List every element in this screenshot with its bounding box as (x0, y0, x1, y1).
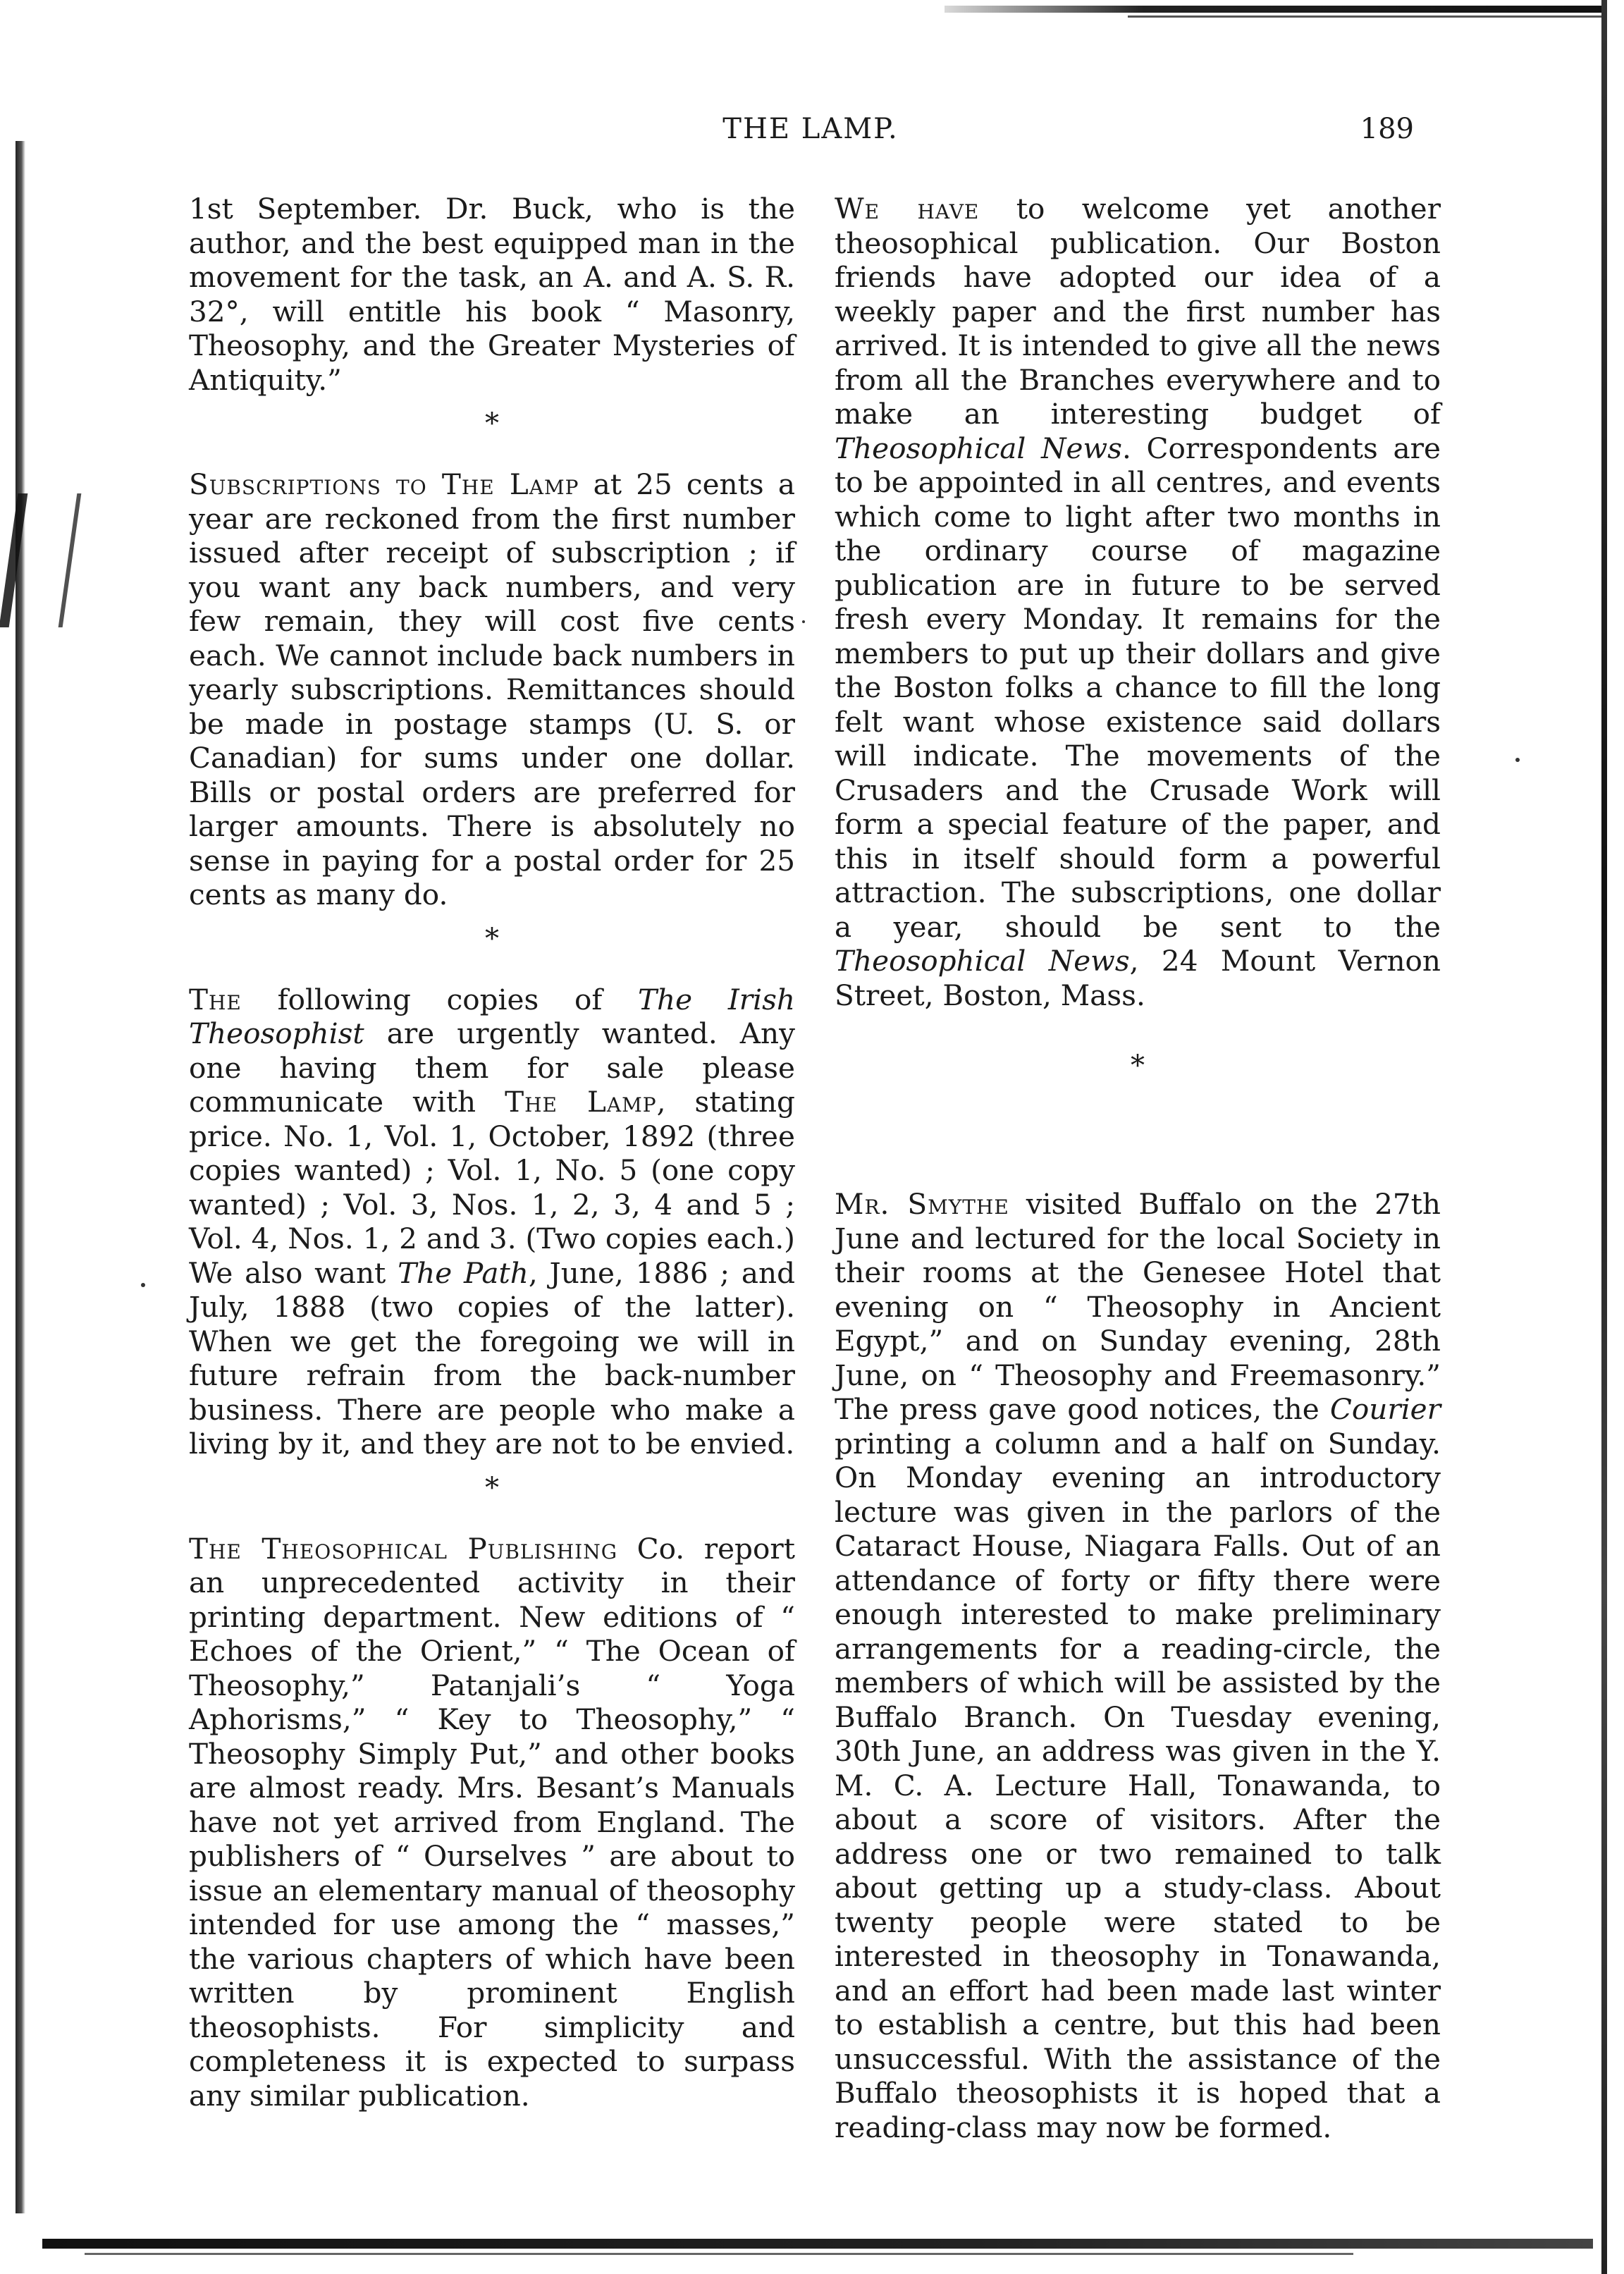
paragraph-irish-theosophist (189, 983, 795, 1461)
paragraph-lead-in: Subscriptions to The Lamp (189, 467, 579, 501)
paragraph-mr-smythe (835, 1187, 1441, 2144)
scan-speck (1515, 758, 1520, 762)
bottom-rule-thin (85, 2253, 1353, 2255)
top-rule (945, 6, 1607, 13)
paragraph-lead-in: The Theosophical Publishing (189, 1531, 618, 1566)
top-rule-thin (1128, 16, 1607, 18)
section-separator: * (485, 922, 499, 955)
right-column (835, 192, 1441, 2144)
periodical-title: The Path (398, 1255, 529, 1290)
paragraph-text: are urgently wanted. Any one having them for sale please communicate with (189, 1016, 795, 1119)
paragraph-text: Co. report an unprecedented activity in their printing department. New editions of “ Echoes of the Orient,” “ The Ocean of Theosophy,” Patanjali’s “ Yoga Aphorisms,” “ Key to Theosophy,” “ Theosophy Simply Put,” and other books are almost ready. Mrs. Besant’s Manuals have not yet arrived from England. The publishers of “ Ourselves ” are about to issue an elementary manual of theosophy intended for use among the “ masses,” the various chapters of which have been written by prominent English theosophists. For simplicity and completeness it is expected to surpass any similar publication. (189, 1531, 795, 2113)
paragraph-text: , 24 Mount Vernon Street, Boston, Mass. (835, 944, 1441, 1012)
paragraph-text: . Correspondents are to be appointed in all centres, and events which come to light after two months in the ordinary course of magazine publication are in future to be served fresh every Monday. It remains for the members to put up their dollars and give the Boston folks a chance to fill the long felt want whose existence said dollars will indicate. The movements of the Crusaders and the Crusade Work will form a special feature of the paper, and this in itself should form a powerful attraction. The subscriptions, one dollar a year, should be sent to the (835, 431, 1441, 944)
paragraph-text: visited Buffalo on the 27th June and lectured for the local Society in their rooms at the Genesee Hotel that evening on “ Theosophy in Ancient Egypt,” and on Sunday evening, 28th June, on “ Theosophy and Freemasonry.” The press gave good notices, the (835, 1187, 1441, 1426)
paragraph-dr-buck: 1st September. Dr. Buck, who is the author, and the best equipped man in the movement for the task, an A. and A. S. R. 32°, will entitle his book “ Masonry, Theosophy, and the Greater Mysteries of Antiquity.” (189, 192, 795, 397)
paragraph-theosophical-news (835, 192, 1441, 1012)
paragraph-text: printing a column and a half on Sunday. On Monday evening an introductory lecture was given in the parlors of the Cataract House, Niagara Falls. Out of an attendance of forty or fifty there were enough interested to make preliminary arrangements for a reading-circle, the members of which will be assisted by the Buffalo Branch. On Tuesday evening, 30th June, an address was given in the Y. M. C. A. Lecture Hall, Tonawanda, to about a score of visitors. After the address one or two remained to talk about getting up a study-class. About twenty people were stated to be interested in theosophy in Tonawanda, and an effort had been made last winter to establish a centre, but this had been unsuccessful. With the assistance of the Buffalo theosophists it is hoped that a reading-class may now be formed. (835, 1426, 1441, 2144)
bottom-rule (42, 2239, 1593, 2249)
binding-mark (0, 493, 81, 627)
scan-speck (141, 1283, 145, 1287)
running-head: THE LAMP. (722, 113, 899, 145)
paragraph-text: to welcome yet another theosophical publication. Our Boston friends have adopted our idea of a weekly paper and the first number has arrived. It is intended to give all the news from all the Branches everywhere and to make an interesting budget of (835, 192, 1441, 431)
paragraph-lead-in: Mr. Smythe (835, 1187, 1009, 1221)
paragraph-text: , June, 1886 ; and July, 1888 (two copies of the latter). When we get the foregoing we will in future refrain from the back-number business. There are people who make a living by it, and they are not to be envied. (189, 1255, 796, 1461)
paragraph-text: at 25 cents a year are reckoned from the first number issued after receipt of subscription ; if you want any back numbers, and very few remain, they will cost five cents each. We cannot include back numbers in yearly subscriptions. Remittances should be made in postage stamps (U. S. or Canadian) for sums under one dollar. Bills or postal orders are preferred for larger amounts. There is absolutely no sense in paying for a postal order for 25 cents as many do. (189, 467, 795, 911)
periodical-title: The Irish Theosophist (189, 982, 795, 1050)
paragraph-subscriptions (189, 467, 795, 912)
spacer (835, 1110, 1441, 1187)
periodical-title: Theosophical News (835, 431, 1122, 465)
binding-shadow (16, 141, 25, 2213)
paragraph-lead-in: We have (835, 192, 980, 226)
paragraph-text: , stating price. No. 1, Vol. 1, October, 1892 (three copies wanted) ; Vol. 1, No. 5 (one copy wanted) ; Vol. 3, Nos. 1, 2, 3, 4 and 5 ; Vol. 4, Nos. 1, 2 and 3. (Two copies each.) We also want (189, 1085, 795, 1290)
spacer (835, 1012, 1441, 1039)
periodical-title: Theosophical News (835, 944, 1130, 978)
left-column (189, 192, 795, 2113)
section-separator: * (485, 407, 499, 440)
paragraph-text: following copies of (241, 982, 639, 1016)
paragraph-lead-in: The (189, 982, 242, 1016)
page-number: 189 (1360, 113, 1414, 145)
scan-speck (802, 620, 805, 623)
paragraph-publishing-co (189, 1532, 795, 2113)
newspaper-title: Courier (1329, 1392, 1441, 1426)
section-separator: * (1131, 1050, 1145, 1082)
periodical-name: The Lamp (505, 1085, 657, 1119)
right-page-edge (1601, 0, 1607, 2274)
section-separator: * (485, 1471, 499, 1504)
